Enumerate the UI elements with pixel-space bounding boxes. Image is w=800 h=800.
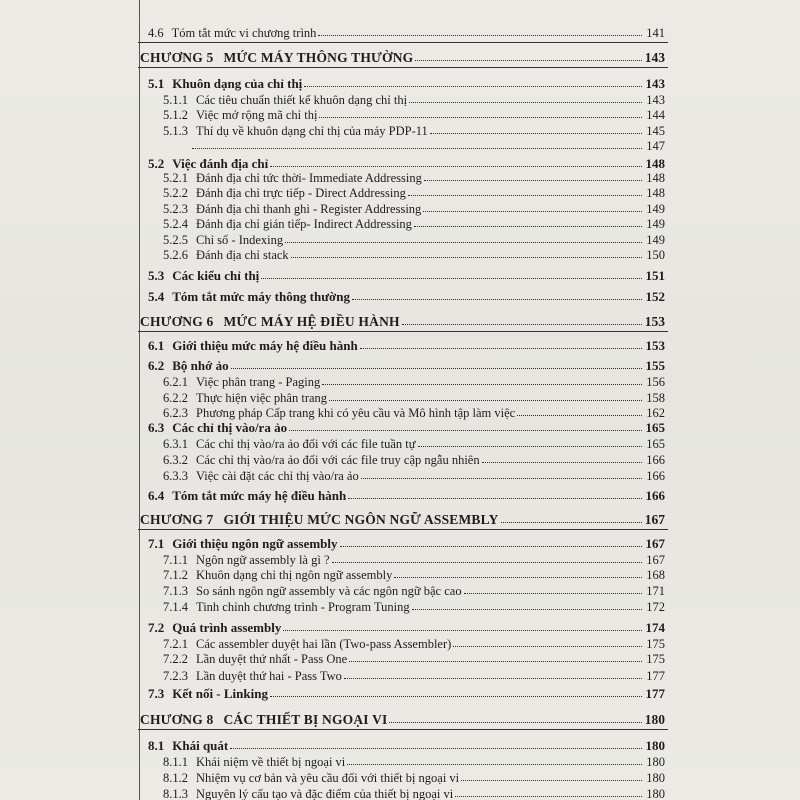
toc-entry-title: Ngôn ngữ assembly là gì ? bbox=[196, 552, 330, 567]
toc-entry-number: 6.2.3 bbox=[163, 405, 188, 420]
toc-subsection-entry bbox=[163, 403, 665, 419]
toc-entry-title: Quá trình assembly bbox=[172, 620, 282, 635]
toc-page-number: 171 bbox=[646, 583, 665, 598]
toc-entry-number: 8.1.1 bbox=[163, 754, 188, 769]
toc-entry-label bbox=[163, 249, 289, 262]
toc-entry-title: Thực hiện việc phân trang bbox=[196, 390, 328, 405]
toc-entry-number: 8.1.2 bbox=[163, 770, 188, 785]
dot-leader bbox=[270, 696, 642, 697]
toc-page-number: 149 bbox=[646, 232, 665, 247]
toc-entry-number: 5.2.4 bbox=[163, 216, 188, 231]
toc-subsection-entry bbox=[163, 168, 665, 184]
dot-leader bbox=[231, 368, 642, 369]
toc-entry-title: Các tiêu chuẩn thiết kế khuôn dạng chỉ thị bbox=[196, 92, 408, 107]
toc-entry-label bbox=[148, 621, 281, 634]
toc-page-number: 156 bbox=[646, 374, 665, 389]
toc-entry-title: Lần duyệt thứ nhất - Pass One bbox=[196, 651, 348, 666]
toc-chapter-entry bbox=[140, 510, 665, 526]
toc-subsection-entry bbox=[163, 649, 665, 665]
dot-leader bbox=[464, 593, 642, 594]
toc-entry-label bbox=[163, 670, 342, 683]
toc-subsection-entry bbox=[163, 597, 665, 613]
dot-leader bbox=[285, 242, 642, 243]
toc-entry-title: Giới thiệu ngôn ngữ assembly bbox=[172, 536, 338, 551]
toc-entry-number: 5.2 bbox=[148, 156, 165, 171]
toc-entry-title: Giới thiệu mức máy hệ điều hành bbox=[172, 338, 358, 353]
toc-entry-label bbox=[140, 713, 387, 727]
toc-chapter-entry bbox=[140, 312, 665, 328]
toc-chapter-entry bbox=[140, 48, 665, 64]
toc-entry-label bbox=[163, 438, 416, 451]
toc-entry-label bbox=[148, 290, 350, 303]
toc-chapter-entry bbox=[140, 710, 665, 726]
toc-entry-number: 7.1 bbox=[148, 536, 165, 551]
toc-page-number: 166 bbox=[646, 468, 665, 483]
toc-page-number: 155 bbox=[645, 358, 665, 373]
toc-page-number: 158 bbox=[646, 390, 665, 405]
toc-entry-label bbox=[163, 756, 345, 769]
toc-subsection-entry bbox=[163, 466, 665, 482]
toc-entry-label bbox=[148, 739, 228, 752]
toc-page-number: 143 bbox=[646, 92, 665, 107]
dot-leader bbox=[332, 562, 643, 563]
dot-leader bbox=[283, 630, 642, 631]
toc-page-number: 167 bbox=[645, 536, 665, 551]
toc-page-number: 153 bbox=[645, 338, 665, 353]
toc-page-number: 180 bbox=[646, 786, 665, 800]
toc-entry-number: 8.1.3 bbox=[163, 786, 188, 800]
toc-entry-number: 6.4 bbox=[148, 488, 165, 503]
toc-entry-title: Đánh địa chỉ tức thời- Immediate Addressing bbox=[196, 170, 422, 185]
toc-page-number: 167 bbox=[646, 552, 665, 567]
toc-entry-number: 7.1.1 bbox=[163, 552, 188, 567]
dot-leader bbox=[482, 462, 642, 463]
toc-subsection-entry bbox=[163, 199, 665, 215]
dot-leader bbox=[501, 522, 642, 523]
toc-page-number: 143 bbox=[644, 49, 665, 65]
toc-entry-number: 5.1.1 bbox=[163, 92, 188, 107]
toc-page-number: 165 bbox=[646, 436, 665, 451]
toc-entry-number: 6.2 bbox=[148, 358, 165, 373]
toc-entry-title: Việc phân trang - Paging bbox=[196, 374, 321, 389]
toc-entry-label bbox=[163, 585, 462, 598]
toc-subsection-entry bbox=[163, 752, 665, 768]
chapter-rule-line bbox=[138, 529, 668, 530]
toc-section-entry bbox=[148, 336, 665, 352]
chapter-rule-line bbox=[138, 331, 668, 332]
toc-entry-title: Thí dụ về khuôn dạng chỉ thị của máy PDP-11 bbox=[196, 123, 428, 138]
toc-section-entry bbox=[148, 736, 665, 752]
toc-page-number: 152 bbox=[645, 289, 665, 304]
toc-entry-number: 6.1 bbox=[148, 338, 165, 353]
dot-leader bbox=[423, 211, 642, 212]
toc-entry-number: 5.4 bbox=[148, 289, 165, 304]
toc-entry-label bbox=[163, 601, 410, 614]
toc-entry-number: 4.6 bbox=[148, 25, 164, 40]
dot-leader bbox=[347, 764, 642, 765]
toc-entry-title: Khuôn dạng của chỉ thị bbox=[172, 76, 303, 91]
toc-entry-title: Nguyên lý cấu tạo và đặc điểm của thiết bị ngoại vi bbox=[196, 786, 454, 800]
dot-leader bbox=[409, 102, 642, 103]
toc-entry-label bbox=[148, 339, 358, 352]
toc-entry-title: Đánh địa chỉ stack bbox=[196, 247, 289, 262]
dot-leader bbox=[352, 299, 642, 300]
chapter-rule-line bbox=[138, 42, 668, 43]
toc-section-entry bbox=[148, 266, 665, 282]
toc-page-number: 149 bbox=[646, 216, 665, 231]
toc-entry-label bbox=[140, 51, 413, 65]
dot-leader bbox=[414, 226, 642, 227]
toc-entry-number: 5.1.3 bbox=[163, 123, 188, 138]
toc-subsection-entry bbox=[163, 434, 665, 450]
toc-page-number: 168 bbox=[646, 567, 665, 582]
toc-subsection-entry bbox=[163, 183, 665, 199]
toc-subsection-entry bbox=[163, 121, 665, 137]
toc-entry-label bbox=[163, 653, 347, 666]
toc-entry-number: 6.3 bbox=[148, 420, 165, 435]
toc-entry-title: GIỚI THIỆU MỨC NGÔN NGỮ ASSEMBLY bbox=[223, 511, 499, 527]
toc-entry-label bbox=[148, 27, 316, 40]
toc-entry-title: CÁC THIẾT BỊ NGOẠI VI bbox=[223, 711, 388, 727]
toc-entry-number: CHƯƠNG 8 bbox=[140, 711, 214, 727]
toc-entry-label bbox=[163, 772, 459, 785]
toc-page-number: 175 bbox=[646, 636, 665, 651]
toc-subsection-entry bbox=[163, 388, 665, 404]
toc-page-number: 166 bbox=[645, 488, 665, 503]
dot-leader bbox=[418, 446, 642, 447]
toc-entry-number: 7.3 bbox=[148, 686, 165, 701]
toc-entry-number: 5.2.2 bbox=[163, 185, 188, 200]
dot-leader bbox=[424, 180, 642, 181]
toc-subsection-entry bbox=[148, 23, 665, 39]
toc-entry-number: 6.2.1 bbox=[163, 374, 188, 389]
toc-page-number: 147 bbox=[646, 138, 665, 153]
dot-leader bbox=[291, 257, 642, 258]
toc-entry-number: CHƯƠNG 5 bbox=[140, 49, 214, 65]
toc-entry-number: 5.2.3 bbox=[163, 201, 188, 216]
dot-leader bbox=[430, 133, 642, 134]
toc-entry-title: Tóm tắt mức máy hệ điều hành bbox=[172, 488, 347, 503]
toc-page-number: 180 bbox=[644, 711, 665, 727]
toc-subsection-entry bbox=[163, 634, 665, 650]
toc-page-number: 148 bbox=[646, 170, 665, 185]
toc-entry-title: Lần duyệt thứ hai - Pass Two bbox=[196, 668, 342, 683]
toc-section-entry bbox=[148, 618, 665, 634]
toc-subsection-entry bbox=[163, 666, 665, 682]
toc-entry-label bbox=[163, 109, 317, 122]
toc-page-number: 175 bbox=[646, 651, 665, 666]
dot-leader bbox=[340, 546, 642, 547]
toc-subsection-entry bbox=[163, 372, 665, 388]
toc-entry-title: MỨC MÁY HỆ ĐIỀU HÀNH bbox=[223, 313, 400, 329]
dot-leader bbox=[329, 400, 642, 401]
toc-entry-number: 7.1.4 bbox=[163, 599, 188, 614]
dot-leader bbox=[304, 86, 642, 87]
chapter-rule-line bbox=[138, 729, 668, 730]
toc-entry-number: 5.2.5 bbox=[163, 232, 188, 247]
toc-entry-title: Đánh địa chỉ gián tiếp- Indirect Addressing bbox=[196, 216, 412, 231]
dot-leader bbox=[360, 348, 642, 349]
dot-leader bbox=[230, 748, 642, 749]
toc-entry-number: 7.2.2 bbox=[163, 651, 188, 666]
dot-leader bbox=[453, 646, 642, 647]
dot-leader bbox=[289, 430, 642, 431]
toc-section-entry bbox=[148, 534, 665, 550]
toc-entry-label bbox=[148, 489, 346, 502]
toc-page-number: 162 bbox=[646, 405, 665, 420]
toc-entry-title: Việc cài đặt các chỉ thị vào/ra ảo bbox=[196, 468, 359, 483]
toc-entry-label bbox=[140, 315, 400, 329]
toc-entry-number: 7.2.3 bbox=[163, 668, 188, 683]
toc-entry-title: Chỉ số - Indexing bbox=[196, 232, 284, 247]
toc-entry-number: 7.1.2 bbox=[163, 567, 188, 582]
page-inner-margin-line bbox=[139, 0, 140, 800]
dot-leader bbox=[394, 577, 642, 578]
dot-leader bbox=[461, 780, 642, 781]
toc-entry-number: 6.3.1 bbox=[163, 436, 188, 451]
toc-section-entry bbox=[148, 486, 665, 502]
toc-entry-title: Tóm tắt mức máy thông thường bbox=[172, 289, 350, 304]
toc-section-entry bbox=[148, 287, 665, 303]
toc-entry-title: Việc đánh địa chỉ bbox=[172, 156, 269, 171]
toc-entry-title: Tinh chỉnh chương trình - Program Tuning bbox=[196, 599, 410, 614]
toc-entry-title: So sánh ngôn ngữ assembly và các ngôn ngữ bậc cao bbox=[196, 583, 462, 598]
toc-entry-number: 5.3 bbox=[148, 268, 165, 283]
toc-entry-number: 7.2 bbox=[148, 620, 165, 635]
toc-page-number: 180 bbox=[646, 754, 665, 769]
dot-leader bbox=[361, 478, 642, 479]
toc-subsection-entry bbox=[163, 90, 665, 106]
toc-subsection-entry bbox=[163, 230, 665, 246]
toc-subsection-entry bbox=[163, 245, 665, 261]
toc-subsection-entry bbox=[163, 565, 665, 581]
toc-page-number: 174 bbox=[645, 620, 665, 635]
toc-entry-label bbox=[140, 513, 499, 527]
toc-page-number: 151 bbox=[645, 268, 665, 283]
dot-leader bbox=[270, 166, 642, 167]
toc-section-entry bbox=[148, 418, 665, 434]
toc-page-number: 141 bbox=[646, 25, 665, 40]
toc-page-number: 150 bbox=[646, 247, 665, 262]
toc-entry-label bbox=[163, 470, 359, 483]
dot-leader bbox=[455, 796, 642, 797]
toc-entry-title: Các chỉ thị vào/ra ảo đối với các file tuần tự bbox=[196, 436, 416, 451]
toc-subsection-entry bbox=[190, 136, 665, 152]
toc-entry-title: Khái niệm về thiết bị ngoại vi bbox=[196, 754, 346, 769]
dot-leader bbox=[517, 415, 642, 416]
toc-page-number: 180 bbox=[646, 770, 665, 785]
dot-leader bbox=[415, 60, 642, 61]
toc-entry-number: 5.1.2 bbox=[163, 107, 188, 122]
toc-entry-label bbox=[163, 218, 412, 231]
toc-entry-title: Kết nối - Linking bbox=[172, 686, 268, 701]
toc-subsection-entry bbox=[163, 214, 665, 230]
toc-page-number: 177 bbox=[645, 686, 665, 701]
toc-page-number: 148 bbox=[645, 156, 665, 171]
toc-subsection-entry bbox=[163, 784, 665, 800]
dot-leader bbox=[192, 148, 642, 149]
toc-entry-title: Các chỉ thị vào/ra ảo bbox=[172, 420, 288, 435]
chapter-rule-line bbox=[138, 67, 668, 68]
toc-subsection-entry bbox=[163, 768, 665, 784]
toc-entry-title: Nhiệm vụ cơ bản và yêu cầu đối với thiết bị ngoại vi bbox=[196, 770, 460, 785]
dot-leader bbox=[389, 722, 642, 723]
toc-entry-number: 6.3.3 bbox=[163, 468, 188, 483]
dot-leader bbox=[261, 278, 642, 279]
dot-leader bbox=[412, 609, 642, 610]
toc-entry-number: 7.2.1 bbox=[163, 636, 188, 651]
dot-leader bbox=[318, 35, 642, 36]
toc-entry-number: CHƯƠNG 6 bbox=[140, 313, 214, 329]
toc-section-entry bbox=[148, 356, 665, 372]
dot-leader bbox=[322, 384, 642, 385]
toc-entry-number: 5.2.6 bbox=[163, 247, 188, 262]
toc-section-entry bbox=[148, 684, 665, 700]
toc-page-number: 166 bbox=[646, 452, 665, 467]
toc-subsection-entry bbox=[163, 450, 665, 466]
toc-page-number: 145 bbox=[646, 123, 665, 138]
toc-section-entry bbox=[148, 74, 665, 90]
toc-entry-title: MỨC MÁY THÔNG THƯỜNG bbox=[223, 49, 414, 65]
toc-page-number: 149 bbox=[646, 201, 665, 216]
toc-entry-label bbox=[148, 269, 259, 282]
toc-page-number: 165 bbox=[645, 420, 665, 435]
toc-page-number: 148 bbox=[646, 185, 665, 200]
toc-entry-number: 7.1.3 bbox=[163, 583, 188, 598]
toc-subsection-entry bbox=[163, 550, 665, 566]
toc-entry-number: 6.2.2 bbox=[163, 390, 188, 405]
toc-entry-title: Tóm tắt mức vi chương trình bbox=[171, 25, 317, 40]
toc-entry-title: Các chỉ thị vào/ra ảo đối với các file truy cập ngẫu nhiên bbox=[196, 452, 480, 467]
toc-page-number: 144 bbox=[646, 107, 665, 122]
toc-entry-label bbox=[148, 537, 338, 550]
toc-entry-title: Bộ nhớ ảo bbox=[172, 358, 229, 373]
toc-entry-title: Các kiểu chỉ thị bbox=[172, 268, 260, 283]
toc-entry-number: 6.3.2 bbox=[163, 452, 188, 467]
toc-entry-label bbox=[148, 687, 268, 700]
toc-entry-number: 5.1 bbox=[148, 76, 165, 91]
dot-leader bbox=[408, 195, 642, 196]
toc-subsection-entry bbox=[163, 105, 665, 121]
toc-entry-title: Phương pháp Cấp trang khi có yêu cầu và Mô hình tập làm việc bbox=[196, 405, 516, 420]
toc-entry-label bbox=[163, 569, 392, 582]
toc-entry-number: 5.2.1 bbox=[163, 170, 188, 185]
toc-page-number: 177 bbox=[646, 668, 665, 683]
toc-entry-title: Đánh địa chỉ thanh ghi - Register Addressing bbox=[196, 201, 422, 216]
toc-entry-label bbox=[163, 454, 480, 467]
toc-entry-title: Việc mở rộng mã chỉ thị bbox=[196, 107, 318, 122]
toc-page-number: 143 bbox=[645, 76, 665, 91]
dot-leader bbox=[344, 678, 642, 679]
toc-entry-title: Khuôn dạng chỉ thị ngôn ngữ assembly bbox=[196, 567, 393, 582]
toc-entry-label bbox=[163, 187, 406, 200]
toc-page-number: 167 bbox=[644, 511, 665, 527]
toc-page-number: 180 bbox=[645, 738, 665, 753]
toc-page-number: 172 bbox=[646, 599, 665, 614]
toc-entry-label bbox=[163, 788, 453, 800]
toc-entry-label bbox=[163, 376, 320, 389]
toc-entry-title: Đánh địa chỉ trực tiếp - Direct Addressing bbox=[196, 185, 406, 200]
toc-entry-label bbox=[148, 421, 287, 434]
dot-leader bbox=[402, 324, 642, 325]
dot-leader bbox=[319, 117, 642, 118]
toc-entry-number: CHƯƠNG 7 bbox=[140, 511, 214, 527]
dot-leader bbox=[348, 498, 642, 499]
toc-entry-label bbox=[148, 359, 229, 372]
toc-page-number: 153 bbox=[644, 313, 665, 329]
toc-entry-label bbox=[148, 77, 302, 90]
dot-leader bbox=[349, 661, 642, 662]
toc-entry-number: 8.1 bbox=[148, 738, 165, 753]
toc-entry-title: Các assembler duyệt hai lần (Two-pass Assembler) bbox=[196, 636, 452, 651]
toc-entry-title: Khái quát bbox=[172, 738, 229, 753]
toc-subsection-entry bbox=[163, 581, 665, 597]
